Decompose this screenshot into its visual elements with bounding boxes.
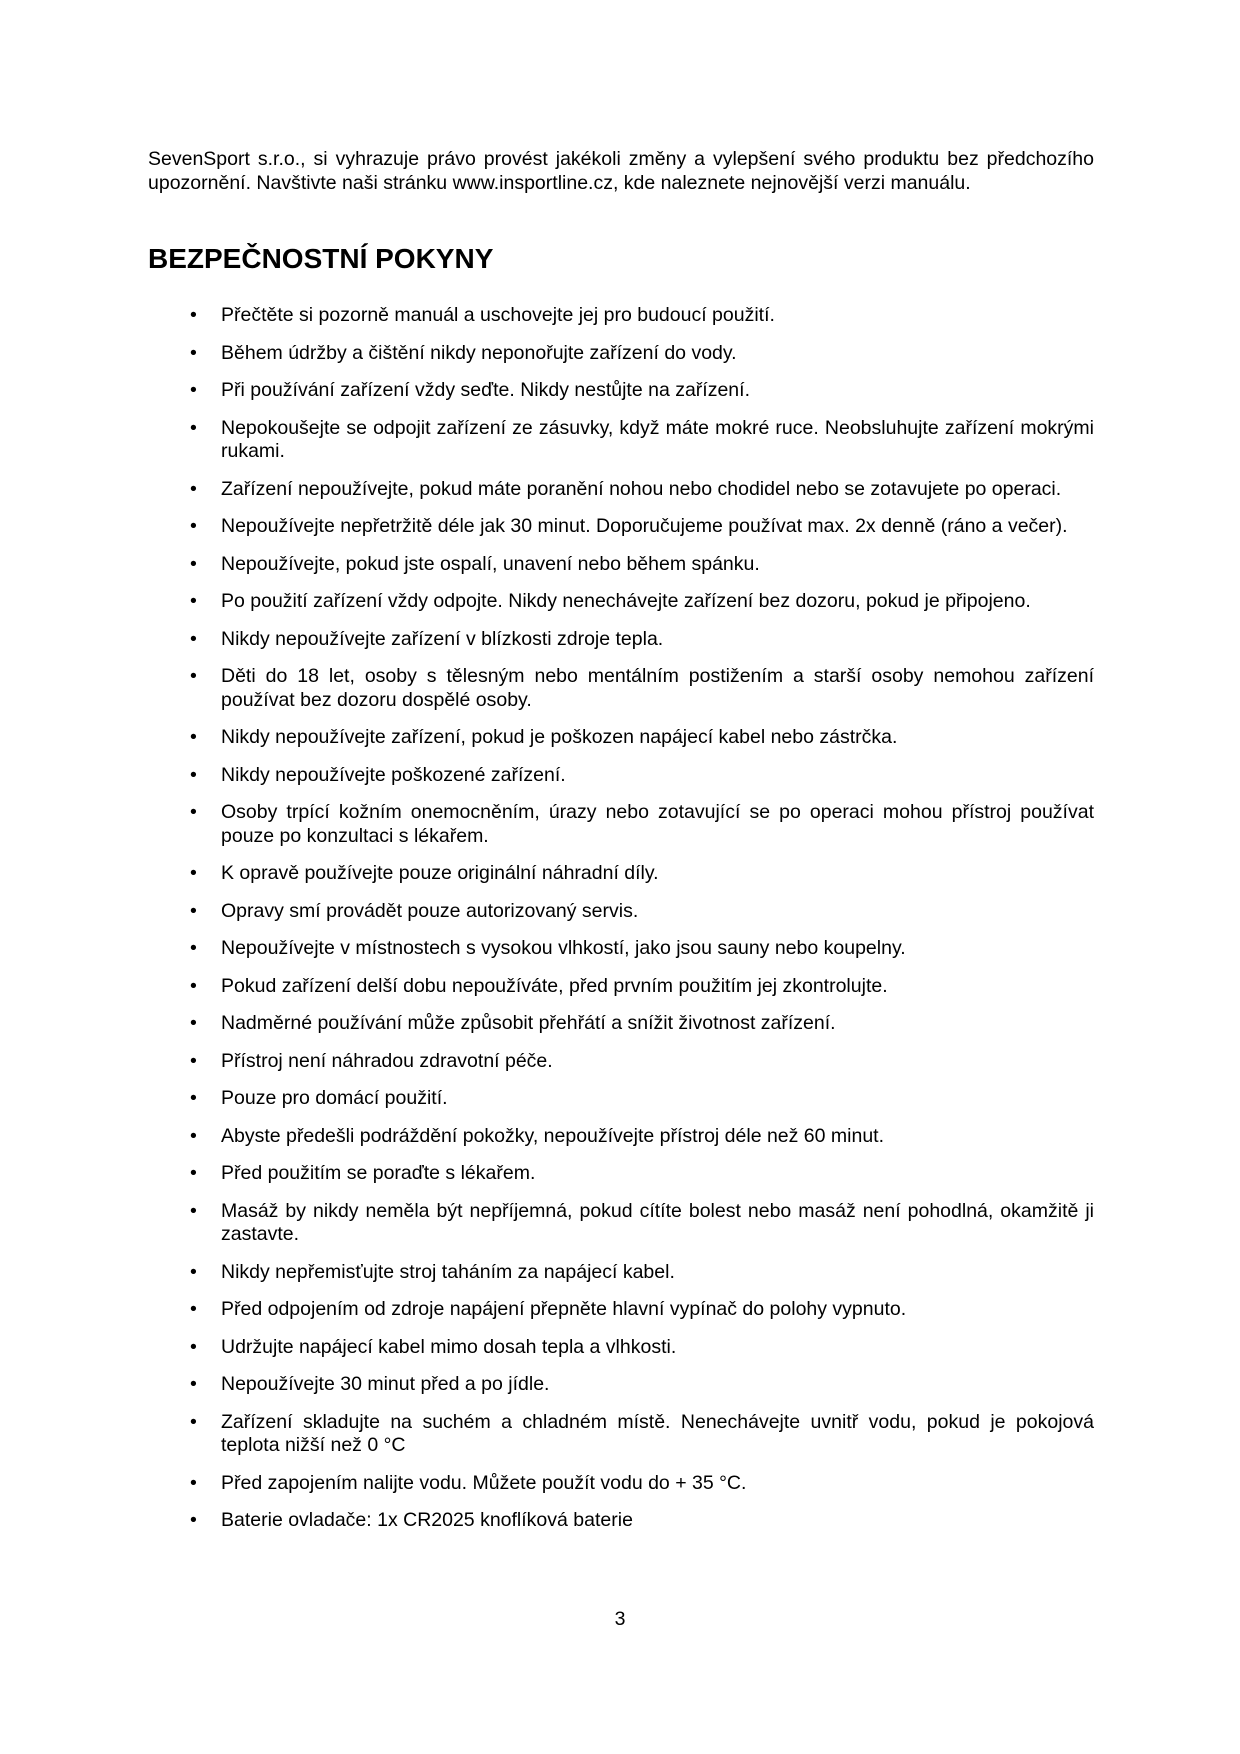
list-item bbox=[148, 1261, 1094, 1285]
list-item bbox=[148, 342, 1094, 366]
bullet-icon: • bbox=[190, 763, 197, 786]
list-item-text: Před použitím se poraďte s lékařem. bbox=[221, 1162, 536, 1184]
list-item-text: Udržujte napájecí kabel mimo dosah tepla a vlhkosti. bbox=[221, 1335, 677, 1358]
list-item-text: Nepoužívejte v místnostech s vysokou vlhkostí, jako jsou sauny nebo koupelny. bbox=[221, 937, 906, 959]
list-item bbox=[148, 1472, 1094, 1496]
bullet-icon: • bbox=[190, 801, 197, 823]
list-item bbox=[148, 900, 1094, 924]
list-item bbox=[148, 304, 1094, 328]
list-item-text: Po použití zařízení vždy odpojte. Nikdy nenechávejte zařízení bez dozoru, pokud je připojeno. bbox=[221, 590, 1031, 612]
bullet-icon: • bbox=[190, 665, 197, 687]
list-item bbox=[148, 1336, 1094, 1360]
bullet-icon: • bbox=[190, 304, 197, 326]
bullet-icon: • bbox=[190, 899, 197, 922]
bullet-icon: • bbox=[190, 379, 197, 401]
list-item-text: Nepoužívejte 30 minut před a po jídle. bbox=[221, 1373, 550, 1395]
list-item-text: Opravy smí provádět pouze autorizovaný servis. bbox=[221, 899, 639, 922]
list-item bbox=[148, 937, 1094, 961]
list-item bbox=[148, 379, 1094, 403]
list-item-text: Pouze pro domácí použití. bbox=[221, 1087, 448, 1109]
list-item bbox=[148, 1411, 1094, 1458]
bullet-icon: • bbox=[190, 1509, 197, 1531]
list-item-text: Zařízení skladujte na suchém a chladném místě. Nenechávejte uvnitř vodu, pokud je pokojová teplota nižší než 0 °C bbox=[221, 1410, 1094, 1456]
list-item-text: Nikdy nepoužívejte poškozené zařízení. bbox=[221, 763, 566, 786]
bullet-icon: • bbox=[190, 1012, 197, 1034]
bullet-icon: • bbox=[190, 1373, 197, 1395]
list-item bbox=[148, 1200, 1094, 1247]
list-item-text: Nepoužívejte, pokud jste ospalí, unavení nebo během spánku. bbox=[221, 552, 760, 575]
bullet-icon: • bbox=[190, 937, 197, 959]
bullet-icon: • bbox=[190, 515, 197, 537]
bullet-icon: • bbox=[190, 1124, 197, 1147]
list-item-text: Přečtěte si pozorně manuál a uschovejte jej pro budoucí použití. bbox=[221, 304, 775, 326]
bullet-icon: • bbox=[190, 416, 197, 439]
list-item-text: Přístroj není náhradou zdravotní péče. bbox=[221, 1049, 553, 1072]
list-item bbox=[148, 515, 1094, 539]
bullet-icon: • bbox=[190, 627, 197, 650]
list-item bbox=[148, 1087, 1094, 1111]
bullet-icon: • bbox=[190, 1087, 197, 1109]
bullet-icon: • bbox=[190, 1335, 197, 1358]
list-item bbox=[148, 478, 1094, 502]
bullet-icon: • bbox=[190, 1260, 197, 1283]
bullet-icon: • bbox=[190, 477, 197, 500]
list-item-text: Nadměrné používání může způsobit přehřátí a snížit životnost zařízení. bbox=[221, 1012, 836, 1034]
list-item-text: Nepokoušejte se odpojit zařízení ze zásuvky, když máte mokré ruce. Neobsluhujte zařízení mokrými rukami. bbox=[221, 416, 1094, 462]
list-item-text: Nepoužívejte nepřetržitě déle jak 30 minut. Doporučujeme používat max. 2x denně (ráno a večer). bbox=[221, 515, 1068, 537]
bullet-icon: • bbox=[190, 1199, 197, 1222]
intro-paragraph: SevenSport s.r.o., si vyhrazuje právo provést jakékoli změny a vylepšení svého produktu bez předchozího upozornění. Navštivte naši stránku www.insportline.cz, kde naleznete nejnovější verzi manuálu. bbox=[148, 148, 1094, 194]
list-item bbox=[148, 628, 1094, 652]
list-item-text: K opravě používejte pouze originální náhradní díly. bbox=[221, 862, 659, 884]
bullet-icon: • bbox=[190, 1162, 197, 1184]
bullet-icon: • bbox=[190, 1298, 197, 1320]
safety-instructions-list bbox=[148, 304, 1094, 1547]
bullet-icon: • bbox=[190, 1049, 197, 1072]
list-item-text: Při používání zařízení vždy seďte. Nikdy nestůjte na zařízení. bbox=[221, 379, 750, 401]
list-item bbox=[148, 1012, 1094, 1036]
list-item bbox=[148, 1298, 1094, 1322]
list-item-text: Baterie ovladače: 1x CR2025 knoflíková baterie bbox=[221, 1509, 633, 1531]
list-item-text: Masáž by nikdy neměla být nepříjemná, pokud cítíte bolest nebo masáž není pohodlná, okamžitě ji zastavte. bbox=[221, 1199, 1094, 1245]
bullet-icon: • bbox=[190, 726, 197, 748]
list-item-text: Děti do 18 let, osoby s tělesným nebo mentálním postižením a starší osoby nemohou zařízení používat bez dozoru dospělé osoby. bbox=[221, 665, 1094, 711]
list-item bbox=[148, 1125, 1094, 1149]
list-item bbox=[148, 726, 1094, 750]
bullet-icon: • bbox=[190, 552, 197, 575]
list-item-text: Nikdy nepoužívejte zařízení v blízkosti zdroje tepla. bbox=[221, 627, 664, 650]
bullet-icon: • bbox=[190, 1410, 197, 1433]
list-item-text: Nikdy nepřemisťujte stroj taháním za napájecí kabel. bbox=[221, 1260, 675, 1283]
list-item bbox=[148, 1373, 1094, 1397]
list-item bbox=[148, 862, 1094, 886]
list-item-text: Pokud zařízení delší dobu nepoužíváte, před prvním použitím jej zkontrolujte. bbox=[221, 974, 888, 997]
list-item-text: Osoby trpící kožním onemocněním, úrazy nebo zotavující se po operaci mohou přístroj používat pouze po konzultaci s lékařem. bbox=[221, 801, 1094, 847]
list-item-text: Před zapojením nalijte vodu. Můžete použít vodu do + 35 °C. bbox=[221, 1471, 747, 1494]
list-item bbox=[148, 590, 1094, 614]
list-item bbox=[148, 975, 1094, 999]
bullet-icon: • bbox=[190, 590, 197, 612]
list-item bbox=[148, 665, 1094, 712]
list-item bbox=[148, 1050, 1094, 1074]
list-item bbox=[148, 764, 1094, 788]
page-number: 3 bbox=[614, 1608, 626, 1630]
bullet-icon: • bbox=[190, 1471, 197, 1494]
list-item bbox=[148, 417, 1094, 464]
bullet-icon: • bbox=[190, 974, 197, 997]
list-item-text: Během údržby a čištění nikdy neponořujte zařízení do vody. bbox=[221, 341, 737, 364]
section-heading: BEZPEČNOSTNÍ POKYNY bbox=[148, 243, 494, 274]
list-item-text: Abyste předešli podráždění pokožky, nepoužívejte přístroj déle než 60 minut. bbox=[221, 1124, 885, 1147]
bullet-icon: • bbox=[190, 341, 197, 364]
list-item bbox=[148, 1509, 1094, 1533]
list-item bbox=[148, 801, 1094, 848]
list-item bbox=[148, 1162, 1094, 1186]
list-item-text: Zařízení nepoužívejte, pokud máte poranění nohou nebo chodidel nebo se zotavujete po operaci. bbox=[221, 477, 1062, 500]
list-item bbox=[148, 553, 1094, 577]
list-item-text: Nikdy nepoužívejte zařízení, pokud je poškozen napájecí kabel nebo zástrčka. bbox=[221, 726, 898, 748]
bullet-icon: • bbox=[190, 862, 197, 884]
list-item-text: Před odpojením od zdroje napájení přepněte hlavní vypínač do polohy vypnuto. bbox=[221, 1298, 907, 1320]
